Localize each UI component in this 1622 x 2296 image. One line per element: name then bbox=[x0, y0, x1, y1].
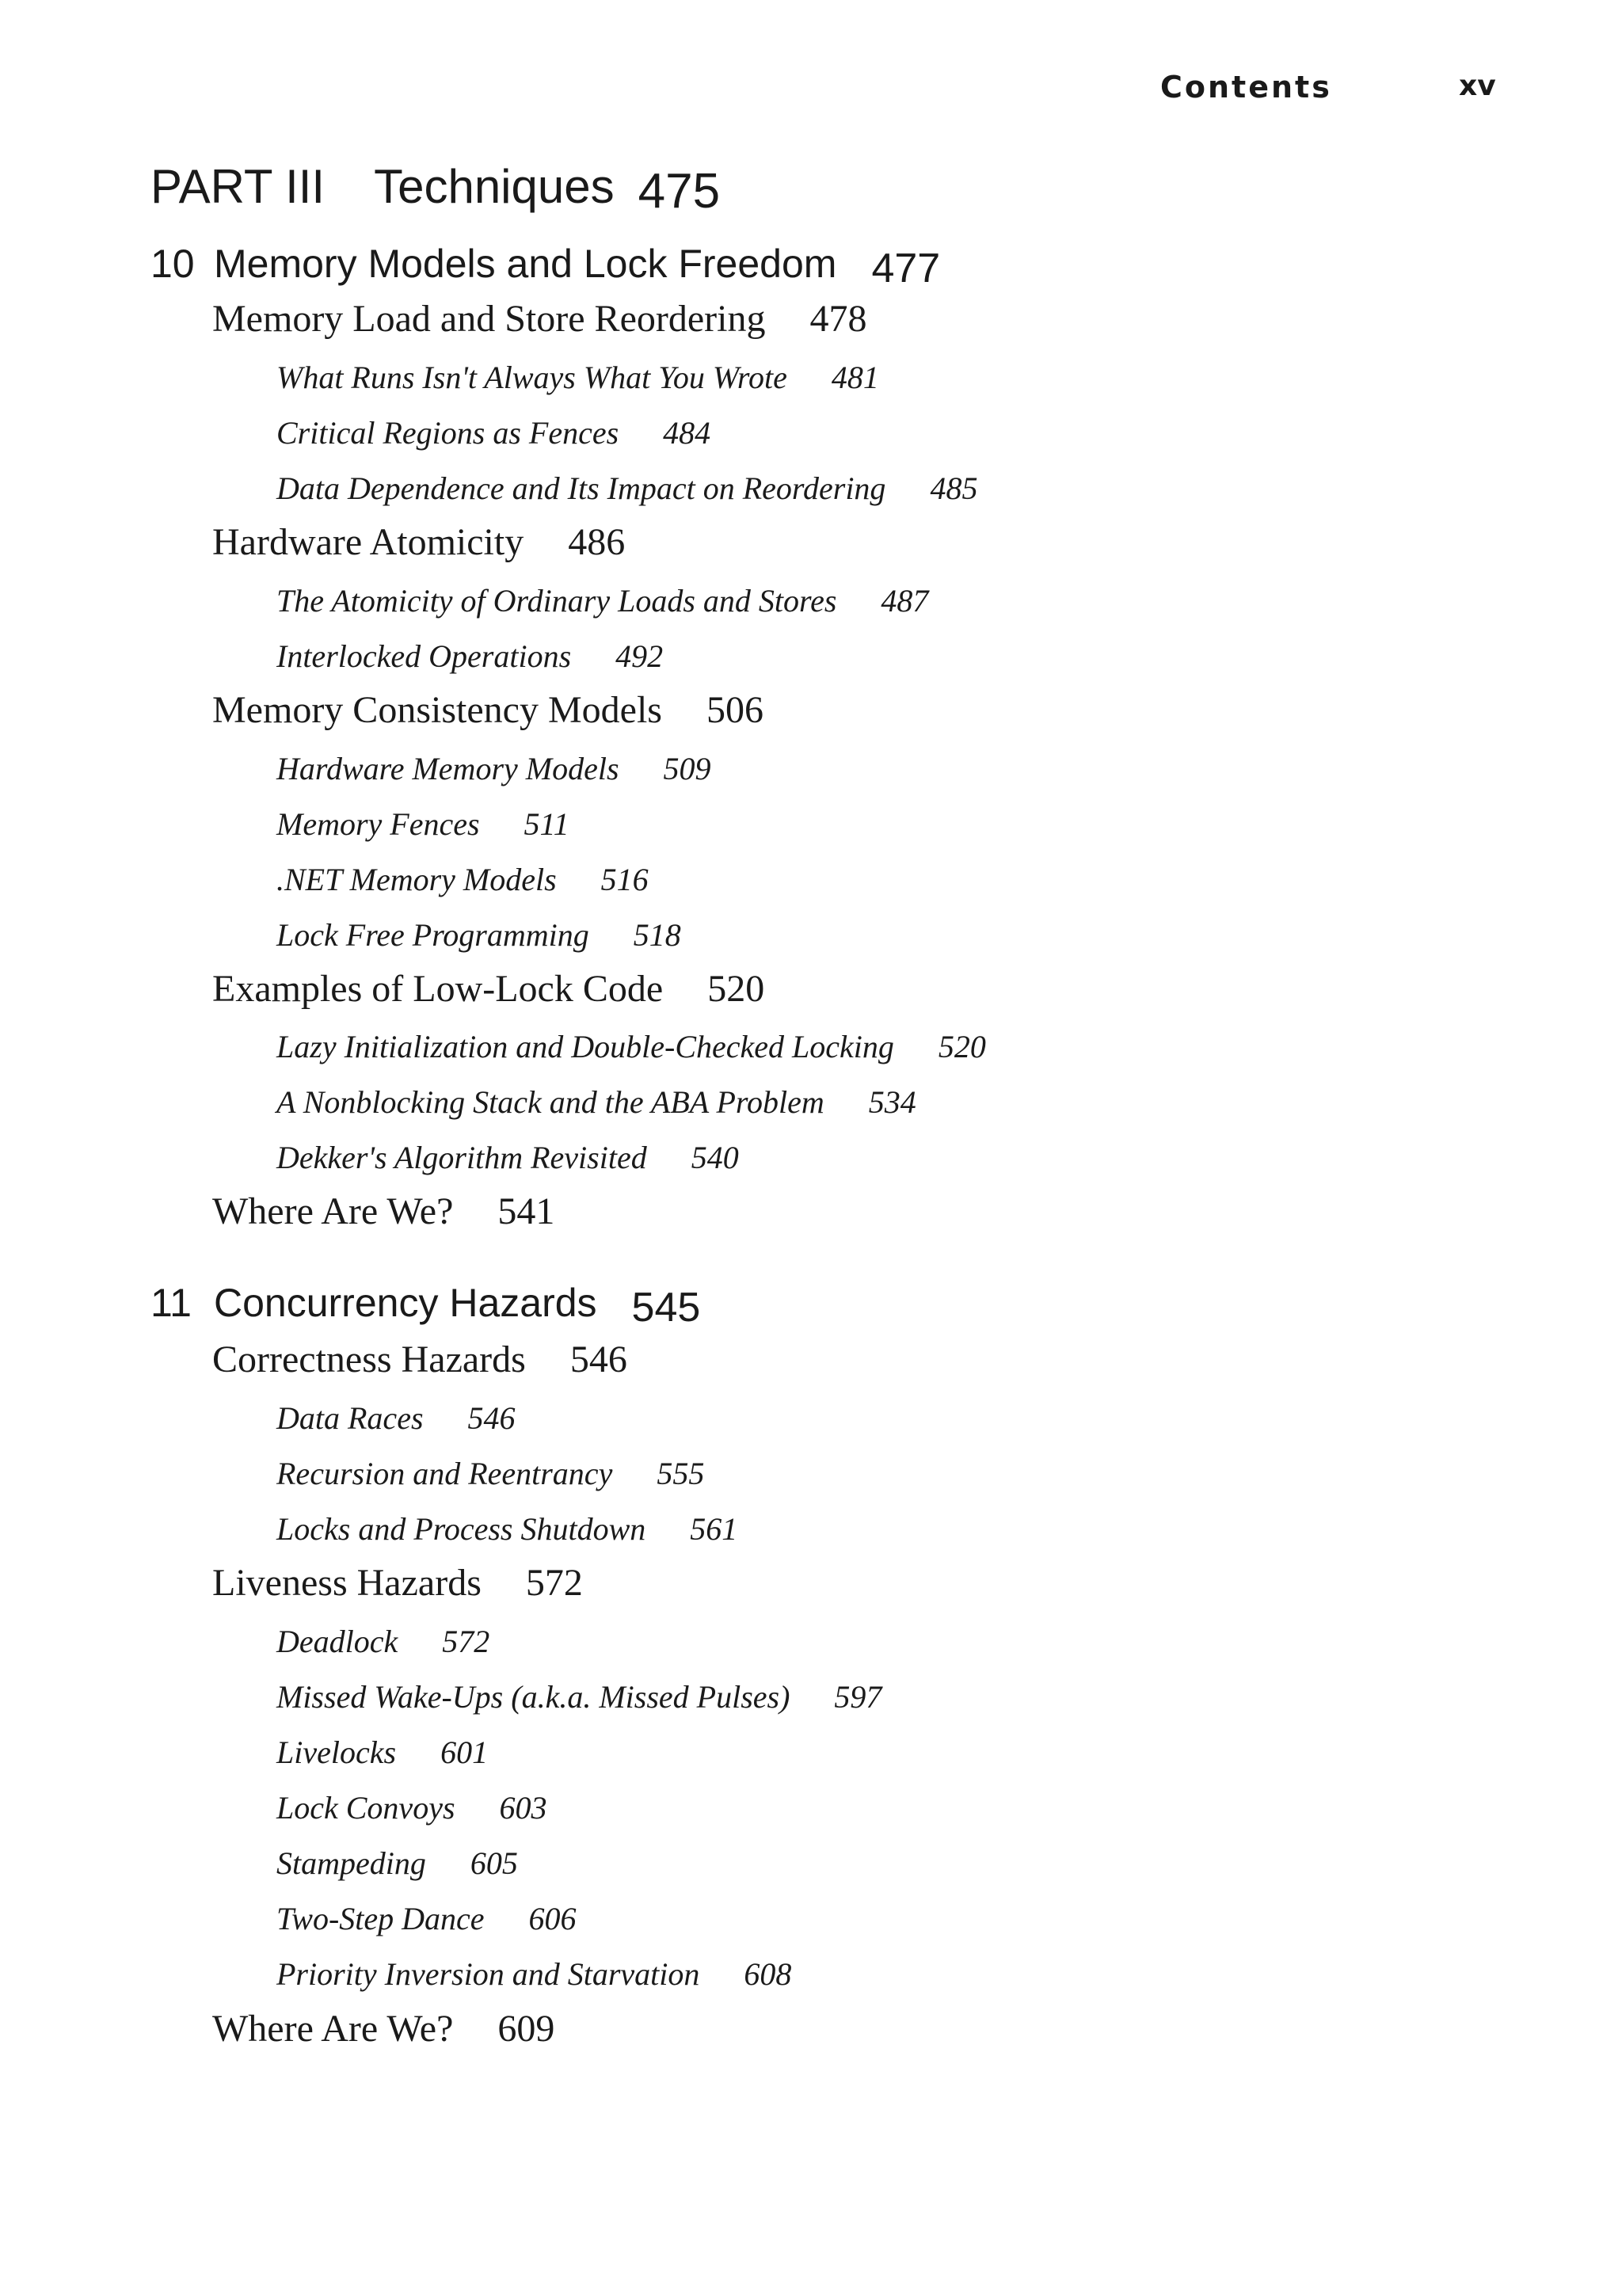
subsection-entry bbox=[276, 861, 649, 898]
subsection-entry bbox=[276, 1845, 518, 1882]
entry-page-number: 520 bbox=[938, 1029, 986, 1064]
part-heading bbox=[150, 158, 721, 219]
section-entry bbox=[212, 1338, 627, 1381]
subsection-entry bbox=[276, 1510, 737, 1548]
subsection-entry bbox=[276, 359, 879, 396]
entry-page-number: 518 bbox=[633, 917, 681, 953]
entry-title: The Atomicity of Ordinary Loads and Stores bbox=[276, 583, 837, 619]
chapter-page-number: 545 bbox=[631, 1285, 701, 1331]
subsection-entry bbox=[276, 1955, 791, 1993]
entry-page-number: 486 bbox=[568, 521, 626, 563]
subsection-entry bbox=[276, 1139, 739, 1176]
entry-page-number: 484 bbox=[663, 415, 711, 451]
entry-title: Where Are We? bbox=[212, 1190, 454, 1232]
entry-title: Lock Convoys bbox=[276, 1790, 455, 1826]
entry-page-number: 546 bbox=[467, 1400, 516, 1436]
entry-page-number: 487 bbox=[881, 583, 929, 619]
entry-page-number: 601 bbox=[440, 1734, 489, 1770]
section-entry bbox=[212, 967, 764, 1011]
entry-title: Hardware Atomicity bbox=[212, 521, 524, 563]
entry-title: Where Are We? bbox=[212, 2008, 454, 2050]
entry-title: Hardware Memory Models bbox=[276, 751, 619, 786]
section-entry bbox=[212, 297, 866, 341]
section-entry bbox=[212, 1561, 583, 1605]
entry-page-number: 555 bbox=[657, 1456, 705, 1491]
running-head-page-number: xv bbox=[1459, 70, 1496, 102]
subsection-entry bbox=[276, 1900, 577, 1937]
entry-page-number: 605 bbox=[470, 1845, 518, 1881]
part-title: Techniques bbox=[374, 160, 615, 213]
entry-page-number: 608 bbox=[744, 1956, 792, 1992]
entry-page-number: 606 bbox=[528, 1901, 577, 1936]
entry-title: Locks and Process Shutdown bbox=[276, 1511, 646, 1547]
entry-page-number: 546 bbox=[569, 1338, 627, 1380]
entry-title: Livelocks bbox=[276, 1734, 397, 1770]
entry-title: Data Races bbox=[276, 1400, 424, 1436]
section-entry bbox=[212, 520, 625, 564]
entry-page-number: 609 bbox=[497, 2008, 555, 2050]
chapter-number: 11 bbox=[150, 1281, 192, 1325]
entry-page-number: 572 bbox=[442, 1624, 490, 1659]
subsection-entry bbox=[276, 414, 710, 451]
entry-title: Two-Step Dance bbox=[276, 1901, 485, 1936]
entry-page-number: 478 bbox=[809, 298, 867, 340]
entry-title: Critical Regions as Fences bbox=[276, 415, 619, 451]
entry-title: .NET Memory Models bbox=[276, 862, 557, 897]
chapter-page-number: 477 bbox=[871, 246, 941, 291]
entry-title: Lock Free Programming bbox=[276, 917, 589, 953]
section-entry bbox=[212, 2007, 554, 2050]
running-head bbox=[0, 70, 1622, 117]
subsection-entry bbox=[276, 1455, 704, 1492]
entry-page-number: 492 bbox=[615, 638, 664, 674]
chapter-heading bbox=[150, 240, 941, 291]
subsection-entry bbox=[276, 1789, 547, 1826]
subsection-entry bbox=[276, 638, 663, 675]
entry-page-number: 509 bbox=[663, 751, 711, 786]
subsection-entry bbox=[276, 805, 569, 843]
entry-title: Lazy Initialization and Double-Checked Locking bbox=[276, 1029, 894, 1064]
entry-page-number: 520 bbox=[707, 968, 765, 1010]
subsection-entry bbox=[276, 1734, 488, 1771]
entry-page-number: 540 bbox=[691, 1140, 739, 1175]
entry-page-number: 485 bbox=[930, 470, 978, 506]
chapter-heading bbox=[150, 1279, 701, 1331]
entry-title: Recursion and Reentrancy bbox=[276, 1456, 613, 1491]
entry-title: Interlocked Operations bbox=[276, 638, 572, 674]
entry-title: Missed Wake-Ups (a.k.a. Missed Pulses) bbox=[276, 1679, 790, 1715]
section-entry bbox=[212, 688, 763, 732]
entry-title: Data Dependence and Its Impact on Reordering bbox=[276, 470, 886, 506]
chapter-number: 10 bbox=[150, 242, 195, 286]
chapter-title: Memory Models and Lock Freedom bbox=[214, 242, 837, 286]
subsection-entry bbox=[276, 1678, 881, 1715]
entry-page-number: 506 bbox=[706, 689, 763, 731]
entry-title: Liveness Hazards bbox=[212, 1562, 482, 1604]
entry-page-number: 511 bbox=[524, 806, 569, 842]
subsection-entry bbox=[276, 916, 681, 954]
entry-page-number: 603 bbox=[499, 1790, 547, 1826]
chapter-title: Concurrency Hazards bbox=[214, 1281, 597, 1325]
entry-title: Stampeding bbox=[276, 1845, 426, 1881]
entry-page-number: 561 bbox=[690, 1511, 738, 1547]
section-entry bbox=[212, 1190, 554, 1233]
entry-title: Memory Load and Store Reordering bbox=[212, 298, 766, 340]
subsection-entry bbox=[276, 470, 977, 507]
running-head-title: Contents bbox=[1160, 70, 1332, 105]
subsection-entry bbox=[276, 750, 711, 787]
entry-title: Memory Consistency Models bbox=[212, 689, 662, 731]
entry-title: A Nonblocking Stack and the ABA Problem bbox=[276, 1084, 824, 1120]
entry-title: Examples of Low-Lock Code bbox=[212, 968, 664, 1010]
entry-page-number: 481 bbox=[831, 360, 879, 395]
subsection-entry bbox=[276, 1399, 516, 1437]
entry-page-number: 534 bbox=[868, 1084, 916, 1120]
entry-title: Correctness Hazards bbox=[212, 1338, 526, 1380]
subsection-entry bbox=[276, 1083, 916, 1121]
entry-page-number: 516 bbox=[600, 862, 649, 897]
part-label: PART III bbox=[150, 160, 326, 213]
entry-page-number: 597 bbox=[834, 1679, 882, 1715]
subsection-entry bbox=[276, 1623, 489, 1660]
entry-page-number: 572 bbox=[525, 1562, 583, 1604]
subsection-entry bbox=[276, 582, 928, 619]
entry-title: Priority Inversion and Starvation bbox=[276, 1956, 700, 1992]
entry-page-number: 541 bbox=[497, 1190, 555, 1232]
entry-title: Dekker's Algorithm Revisited bbox=[276, 1140, 647, 1175]
entry-title: What Runs Isn't Always What You Wrote bbox=[276, 360, 787, 395]
part-page-number: 475 bbox=[638, 164, 721, 219]
entry-title: Memory Fences bbox=[276, 806, 480, 842]
subsection-entry bbox=[276, 1028, 986, 1065]
entry-title: Deadlock bbox=[276, 1624, 398, 1659]
